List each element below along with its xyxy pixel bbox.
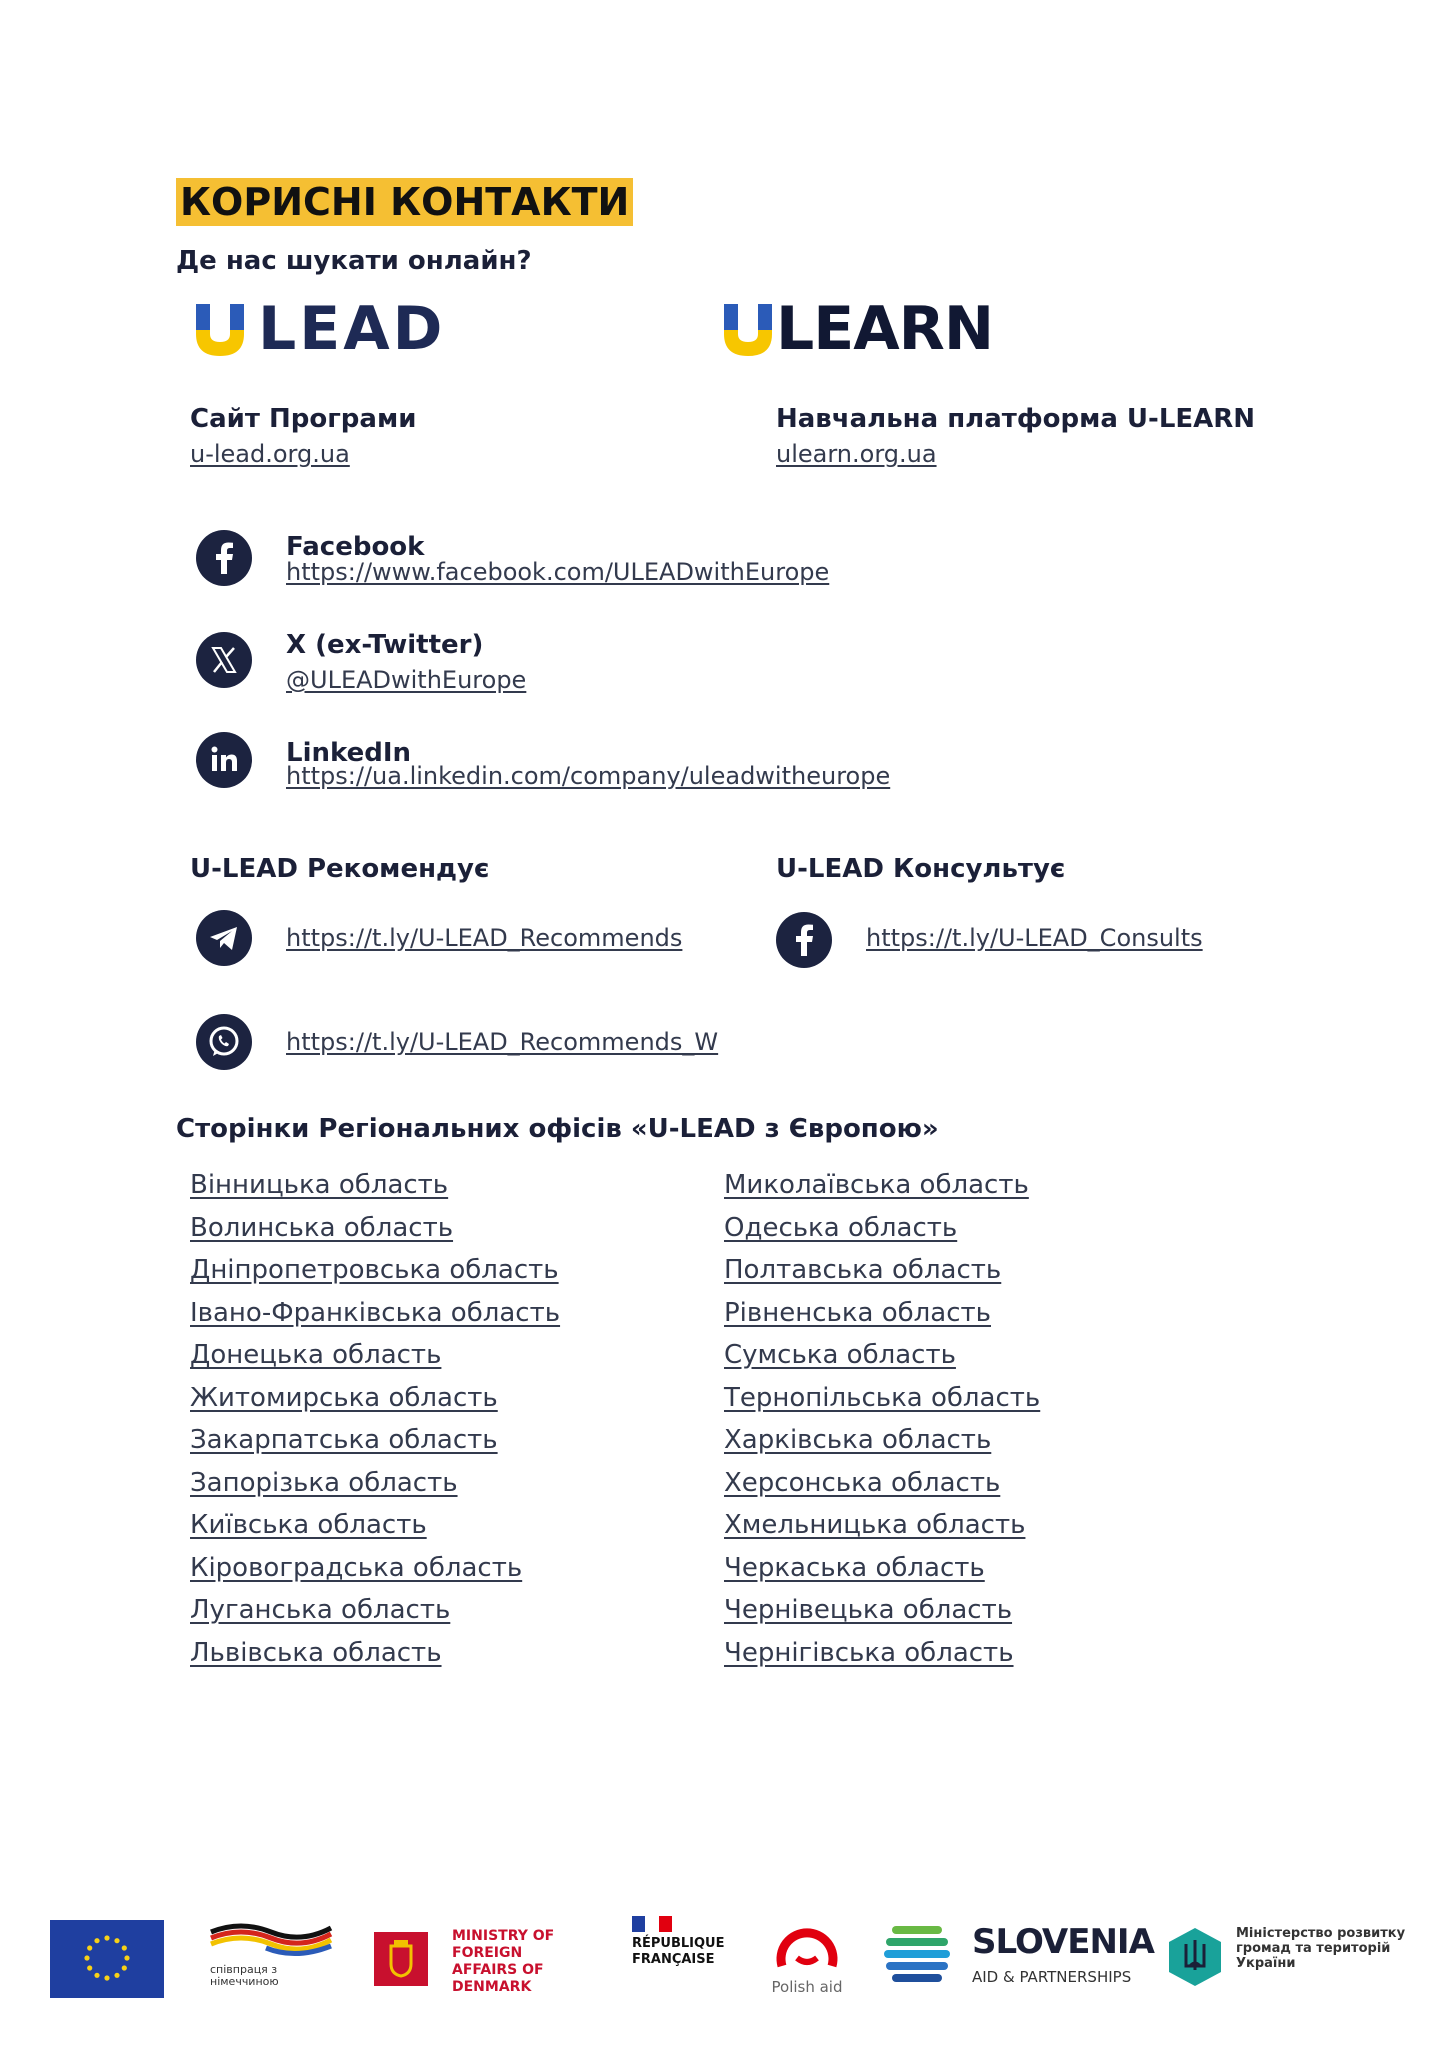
region-link[interactable]: Івано-Франківська область (190, 1297, 561, 1328)
region-link[interactable]: Чернігівська область (724, 1637, 1014, 1668)
ulearn-heading: Навчальна платформа U-LEARN (776, 404, 1256, 434)
site-heading: Сайт Програми (190, 404, 417, 434)
social-name-linkedin: LinkedIn (286, 738, 412, 768)
ukraine-ministry-logo: Міністерство розвитку громад та територій України (1166, 1926, 1406, 1994)
social-name-x: X (ex-Twitter) (286, 630, 484, 660)
region-link[interactable]: Київська область (190, 1510, 427, 1540)
region-link[interactable]: Миколаївська область (724, 1170, 1029, 1200)
region-link[interactable]: Сумська область (724, 1340, 956, 1370)
social-name-facebook: Facebook (286, 532, 425, 562)
region-link[interactable]: Запорізька область (190, 1467, 458, 1498)
ukraine-trident-icon (1166, 1926, 1224, 1988)
eu-stars-icon (50, 1920, 164, 1998)
slovenia-globe-icon (884, 1922, 950, 1992)
recommends-telegram-link[interactable]: https://t.ly/U-LEAD_Recommends (286, 924, 683, 952)
polish-aid-arc-icon (772, 1916, 842, 1974)
x-twitter-icon[interactable] (196, 632, 252, 688)
region-link[interactable]: Кіровоградська область (190, 1552, 523, 1583)
region-link[interactable]: Донецька область (190, 1340, 442, 1370)
consults-heading: U-LEAD Консультує (776, 854, 1066, 884)
region-link[interactable]: Волинська область (190, 1212, 454, 1243)
polish-aid-logo: Polish aid (764, 1916, 850, 2002)
site-link[interactable]: u-lead.org.ua (190, 440, 350, 468)
region-link[interactable]: Дніпропетровська область (190, 1255, 559, 1285)
region-link[interactable]: Полтавська область (724, 1255, 1002, 1285)
germany-cooperation-logo: співпраця з німеччиною (206, 1920, 336, 1990)
telegram-icon[interactable] (196, 910, 252, 966)
germany-ukraine-wave-icon (206, 1920, 336, 1960)
ulearn-link[interactable]: ulearn.org.ua (776, 440, 937, 468)
denmark-mfa-logo: MINISTRY OF FOREIGN AFFAIRS OF DENMARK (374, 1928, 594, 1990)
region-link[interactable]: Черкаська область (724, 1552, 985, 1583)
region-link[interactable]: Львівська область (190, 1637, 442, 1668)
region-link[interactable]: Закарпатська область (190, 1425, 498, 1455)
recommends-heading: U-LEAD Рекомендує (190, 854, 490, 884)
region-link[interactable]: Рівненська область (724, 1297, 991, 1328)
facebook-consults-icon[interactable] (776, 912, 832, 968)
region-link[interactable]: Чернівецька область (724, 1595, 1013, 1625)
france-marianne-icon (632, 1916, 672, 1932)
social-link-x[interactable]: @ULEADwithEurope (286, 666, 527, 694)
facebook-icon[interactable] (196, 530, 252, 586)
recommends-whatsapp-link[interactable]: https://t.ly/U-LEAD_Recommends_W (286, 1028, 719, 1056)
linkedin-icon[interactable] (196, 732, 252, 788)
page-subtitle: Де нас шукати онлайн? (176, 246, 532, 276)
region-link[interactable]: Вінницька область (190, 1170, 449, 1200)
ulearn-u-mark-icon (724, 304, 772, 356)
regions-heading: Сторінки Регіональних офісів «U-LEAD з Європою» (176, 1114, 939, 1144)
region-link[interactable]: Тернопільська область (724, 1382, 1041, 1413)
region-link[interactable]: Хмельницька область (724, 1510, 1026, 1540)
region-link[interactable]: Житомирська область (190, 1382, 498, 1413)
ulead-u-mark-icon (196, 304, 244, 356)
republique-francaise-logo: RÉPUBLIQUE FRANÇAISE (632, 1916, 732, 2002)
denmark-crest-icon (374, 1932, 428, 1986)
region-link[interactable]: Луганська область (190, 1595, 451, 1625)
region-link[interactable]: Харківська область (724, 1425, 992, 1455)
whatsapp-icon[interactable] (196, 1014, 252, 1070)
consults-facebook-link[interactable]: https://t.ly/U-LEAD_Consults (866, 924, 1203, 952)
social-link-linkedin[interactable]: https://ua.linkedin.com/company/uleadwitheurope (286, 762, 891, 790)
slovenia-aid-logo: SLOVENIA AID & PARTNERSHIPS (884, 1922, 1134, 1996)
region-link[interactable]: Херсонська область (724, 1467, 1001, 1498)
region-link[interactable]: Одеська область (724, 1212, 958, 1243)
eu-flag-logo (50, 1920, 164, 1998)
social-link-facebook[interactable]: https://www.facebook.com/ULEADwithEurope (286, 558, 830, 586)
page-title: КОРИСНІ КОНТАКТИ (176, 178, 633, 226)
